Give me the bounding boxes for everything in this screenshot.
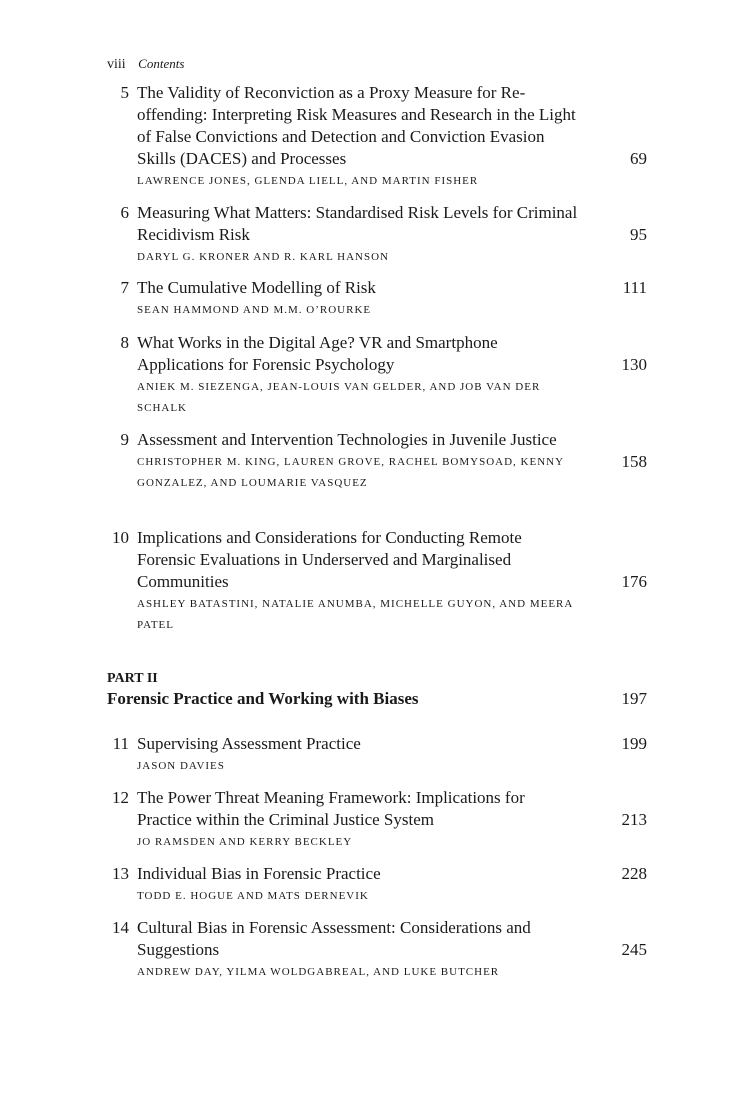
page-number: 213 <box>621 810 647 829</box>
chapter-authors: ANIEK M. SIEZENGA, JEAN-LOUIS VAN GELDER, AND JOB VAN DER SCHALK <box>137 381 541 414</box>
chapter-number: 6 <box>120 203 129 222</box>
chapter-authors: JO RAMSDEN AND KERRY BECKLEY <box>137 836 353 848</box>
running-head <box>107 56 184 73</box>
chapter-title: Cultural Bias in Forensic Assessment: Considerations and Suggestions <box>137 918 531 959</box>
chapter-title: Supervising Assessment Practice <box>137 734 361 753</box>
chapter-title: Assessment and Intervention Technologies in Juvenile Justice <box>137 430 557 449</box>
chapter-title: Measuring What Matters: Standardised Risk Levels for Criminal Recidivism Risk <box>137 203 578 244</box>
page-number: 245 <box>621 940 647 959</box>
chapter-title: The Cumulative Modelling of Risk <box>137 278 376 297</box>
chapter-authors: ANDREW DAY, YILMA WOLDGABREAL, AND LUKE BUTCHER <box>137 966 500 978</box>
page-number: 199 <box>621 734 647 753</box>
page-folio: viii <box>107 57 126 72</box>
part-page-number: 197 <box>621 689 647 708</box>
chapter-number: 12 <box>112 788 129 807</box>
toc-entry-chapter-5 <box>107 82 647 192</box>
chapter-authors: LAWRENCE JONES, GLENDA LIELL, AND MARTIN FISHER <box>137 175 479 187</box>
page-number: 111 <box>622 278 647 297</box>
toc-entry-chapter-12 <box>107 787 647 853</box>
toc-entry-chapter-11 <box>107 733 647 777</box>
part-label: PART II <box>107 671 158 686</box>
chapter-number: 7 <box>120 278 129 297</box>
toc-entry-chapter-13 <box>107 863 647 907</box>
toc-entry-chapter-6 <box>107 202 647 268</box>
toc-entry-chapter-14 <box>107 917 647 983</box>
chapter-number: 14 <box>112 918 129 937</box>
page-number: 95 <box>630 225 647 244</box>
chapter-authors: CHRISTOPHER M. KING, LAUREN GROVE, RACHEL BOMYSOAD, KENNY GONZALEZ, AND LOUMARIE VASQUEZ <box>137 456 564 489</box>
toc-entry-chapter-7 <box>107 277 647 321</box>
running-head-title: Contents <box>138 56 185 71</box>
chapter-number: 9 <box>120 430 129 449</box>
chapter-number: 8 <box>120 333 129 352</box>
page-number: 176 <box>621 572 647 591</box>
page-number: 228 <box>621 864 647 883</box>
chapter-authors: JASON DAVIES <box>137 760 225 772</box>
toc-entry-chapter-9 <box>107 429 647 494</box>
chapter-title: What Works in the Digital Age? VR and Smartphone Applications for Forensic Psychology <box>137 333 498 374</box>
page-number: 158 <box>621 452 647 471</box>
chapter-number: 10 <box>112 528 129 547</box>
chapter-title: Individual Bias in Forensic Practice <box>137 864 381 883</box>
chapter-authors: SEAN HAMMOND AND M.M. O’ROURKE <box>137 304 372 316</box>
chapter-authors: TODD E. HOGUE AND MATS DERNEVIK <box>137 890 369 902</box>
page-number: 69 <box>630 149 647 168</box>
chapter-title: The Validity of Reconviction as a Proxy Measure for Re-offending: Interpreting Risk Measures and Research in the Light of False Convictions and Detection and Conviction Evasion Skills (DACES) and Processes <box>137 83 576 168</box>
chapter-number: 11 <box>112 734 129 753</box>
chapter-title: Implications and Considerations for Conducting Remote Forensic Evaluations in Underserved and Marginalised Communities <box>137 528 522 591</box>
chapter-number: 5 <box>120 83 129 102</box>
toc-entry-chapter-10 <box>107 527 647 636</box>
chapter-authors: ASHLEY BATASTINI, NATALIE ANUMBA, MICHELLE GUYON, AND MEERA PATEL <box>137 598 573 631</box>
chapter-authors: DARYL G. KRONER AND R. KARL HANSON <box>137 251 389 263</box>
page-number: 130 <box>621 355 647 374</box>
part-title: Forensic Practice and Working with Biases <box>107 689 419 708</box>
chapter-number: 13 <box>112 864 129 883</box>
toc-entry-chapter-8 <box>107 332 647 419</box>
chapter-title: The Power Threat Meaning Framework: Implications for Practice within the Criminal Justice System <box>137 788 525 829</box>
